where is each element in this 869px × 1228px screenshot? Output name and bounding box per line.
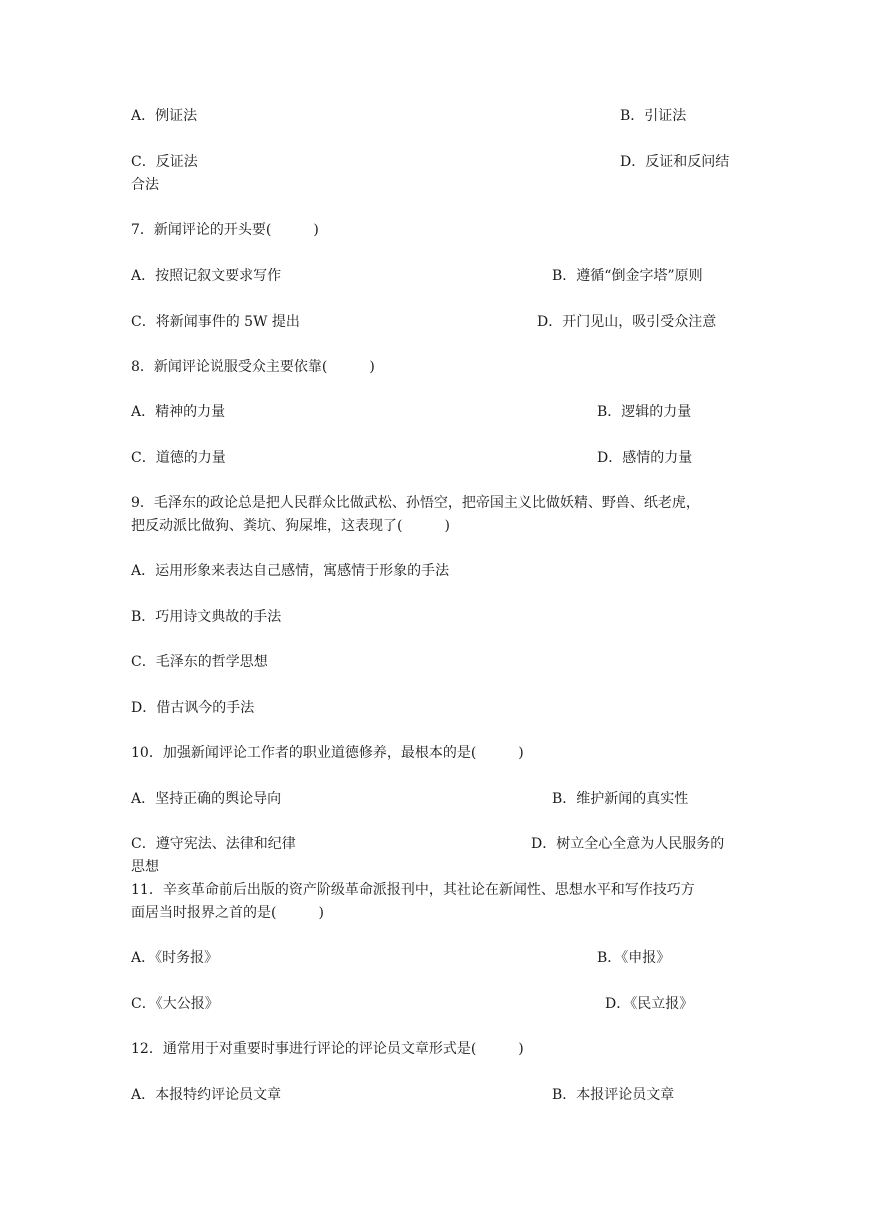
q8-option-b: B．逻辑的力量 (597, 404, 692, 420)
q6-option-c: C．反证法 (131, 154, 198, 170)
q8-option-d: D．感情的力量 (597, 450, 693, 466)
q8-option-a: A．精神的力量 (131, 404, 226, 420)
q12-option-a: A．本报特约评论员文章 (131, 1087, 282, 1103)
q6-option-d: D．反证和反问结 (620, 154, 730, 170)
q10-option-d: D．树立全心全意为人民服务的 (531, 836, 725, 852)
q11-option-d: D．《民立报》 (605, 996, 694, 1012)
q6-option-a: A．例证法 (131, 108, 198, 124)
q12-option-b: B．本报评论员文章 (552, 1087, 675, 1103)
q11-option-b: B．《申报》 (597, 950, 671, 966)
q8-stem: 8．新闻评论说服受众主要依靠( ) (131, 359, 375, 375)
q7-option-d: D．开门见山，吸引受众注意 (537, 314, 717, 330)
q10-option-c: C．遵守宪法、法律和纪律 (131, 836, 296, 852)
q7-stem: 7．新闻评论的开头要( ) (131, 222, 319, 238)
q10-option-d-continued: 思想 (131, 859, 159, 875)
q10-stem: 10．加强新闻评论工作者的职业道德修养，最根本的是( ) (131, 745, 524, 761)
q11-stem-continued: 面居当时报界之首的是( ) (131, 905, 324, 921)
q11-option-a: A．《时务报》 (131, 950, 219, 966)
q7-option-a: A．按照记叙文要求写作 (131, 268, 282, 284)
q10-option-b: B．维护新闻的真实性 (552, 791, 689, 807)
q9-option-c: C．毛泽东的哲学思想 (131, 654, 268, 670)
q6-option-d-continued: 合法 (131, 177, 159, 193)
q7-option-c: C．将新闻事件的 5W 提出 (131, 314, 300, 330)
q7-option-b: B．遵循“倒金字塔”原则 (552, 268, 703, 284)
q6-option-b: B．引证法 (620, 108, 687, 124)
q9-option-d: D．借古讽今的手法 (131, 700, 255, 716)
q12-stem: 12．通常用于对重要时事进行评论的评论员文章形式是( ) (131, 1041, 524, 1057)
q10-option-a: A．坚持正确的舆论导向 (131, 791, 282, 807)
q8-option-c: C．道德的力量 (131, 450, 226, 466)
q9-stem-continued: 把反动派比做狗、粪坑、狗屎堆，这表现了( ) (131, 518, 450, 534)
q9-stem: 9．毛泽东的政论总是把人民群众比做武松、孙悟空，把帝国主义比做妖精、野兽、纸老虎， (131, 495, 700, 511)
q9-option-a: A．运用形象来表达自己感情，寓感情于形象的手法 (131, 563, 450, 579)
q11-option-c: C．《大公报》 (131, 996, 219, 1012)
q9-option-b: B．巧用诗文典故的手法 (131, 609, 282, 625)
q11-stem: 11．辛亥革命前后出版的资产阶级革命派报刊中，其社论在新闻性、思想水平和写作技巧方 (131, 882, 695, 898)
